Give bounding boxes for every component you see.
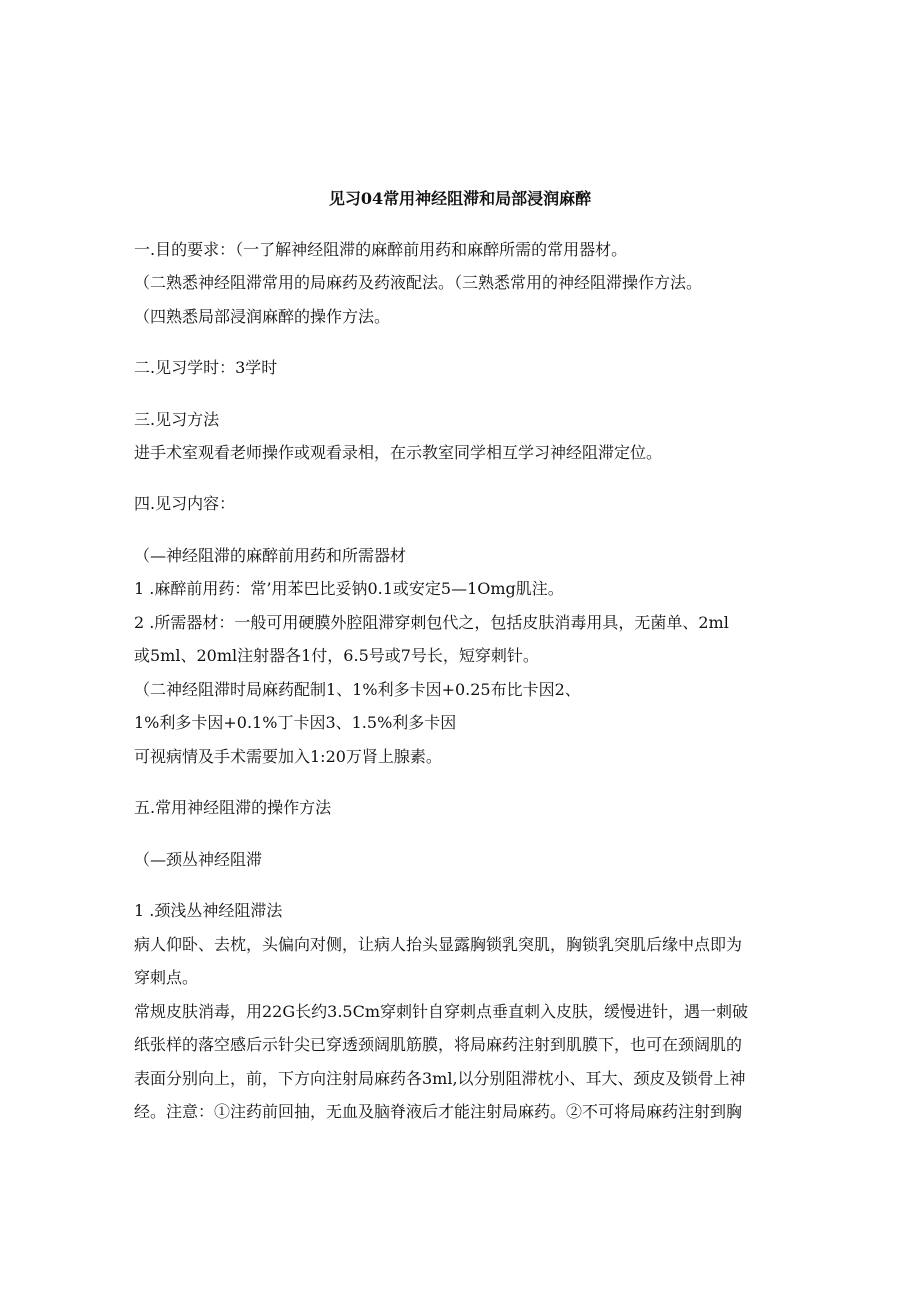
text-line-adrenaline: 可视病情及手术需要加入1:20万肾上腺素。 [134,747,442,766]
text-line-objectives-2: （二熟悉神经阻滞常用的局麻药及药液配法。（三熟悉常用的神经阻滞操作方法。 [134,273,703,292]
text-line-procedure-2: 纸张样的落空感后示针尖已穿透颈阔肌筋膜，将局麻药注射到肌膜下，也可在颈阔肌的 [134,1035,743,1054]
text-line-objectives-3: （四熟悉局部浸润麻醉的操作方法。 [134,307,391,326]
text-line-positioning: 病人仰卧、去枕，头偏向对侧，让病人抬头显露胸锁乳突肌，胸锁乳突肌后缘中点即为 [134,935,743,954]
document-title: 见习04常用神经阻滞和局部浸润麻醉 [328,189,592,208]
text-line-puncture-point: 穿刺点。 [134,968,199,987]
section-heading-content: 四.见习内容： [134,494,236,513]
list-item-superficial-cervical: 1 .颈浅丛神经阻滞法 [134,901,283,920]
text-line-procedure-3: 表面分别向上，前，下方向注射局麻药各3ml,以分别阻滞枕小、耳大、颈皮及锁骨上神 [134,1069,746,1088]
section-heading-method: 三.见习方法 [134,410,220,429]
text-line-equipment-2: 或5ml、20ml注射器各1付，6.5号或7号长，短穿刺针。 [134,646,539,665]
subheading-cervical-plexus: （—颈丛神经阻滞 [134,850,263,869]
text-line-objectives: 一.目的要求：（一了解神经阻滞的麻醉前用药和麻醉所需的常用器材。 [134,240,628,259]
subheading-premedication: （—神经阻滞的麻醉前用药和所需器材 [134,546,407,565]
text-line-method: 进手术室观看老师操作或观看录相，在示教室同学相互学习神经阻滞定位。 [134,443,663,462]
list-item-equipment: 2 .所需器材：一般可用硬膜外腔阻滞穿刺包代之，包括皮肤消毒用具，无菌单、2ml [134,613,729,632]
section-heading-hours: 二.见习学时：3学时 [134,358,278,377]
list-item-premedication: 1 .麻醉前用药：常’用苯巴比妥钠0.1或安定5—1Omg肌注。 [134,579,564,598]
subheading-anesthetic-prep: （二神经阻滞时局麻药配制1、1%利多卡因+0.25布比卡因2、 [134,680,581,699]
text-line-procedure-1: 常规皮肤消毒，用22G长约3.5Cm穿刺针自穿刺点垂直刺入皮肤，缓慢进针，遇一刺破 [134,1002,749,1021]
text-line-anesthetic-prep-2: 1%利多卡因+0.1%丁卡因3、1.5%利多卡因 [134,713,457,732]
text-line-procedure-4: 经。注意：①注药前回抽，无血及脑脊液后才能注射局麻药。②不可将局麻药注射到胸 [134,1102,743,1121]
section-heading-procedures: 五.常用神经阻滞的操作方法 [134,798,332,817]
